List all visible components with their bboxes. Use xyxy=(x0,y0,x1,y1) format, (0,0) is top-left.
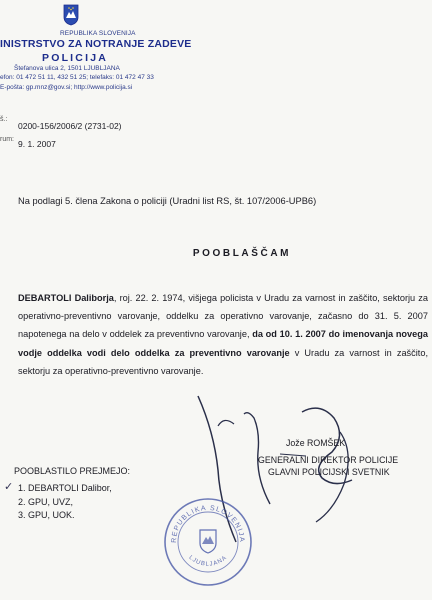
letterhead-email: E-pošta: gp.mnz@gov.si; http://www.policija.si xyxy=(0,84,133,91)
body-text-part1: , roj. 22. 2. 1974, višjega policista v Uradu za varnost in zaščito, sektorju za operativno-preventivno varovanje, oddelku za operativno varovanje, začasno do 31. 5. 2007 napotenega na delo v oddelek za preventivno varovanje, xyxy=(18,293,429,340)
svg-text:LJUBLJANA xyxy=(187,555,228,568)
recipients-heading: POOBLASTILO PREJMEJO: xyxy=(14,466,131,476)
recipients-list xyxy=(18,482,112,523)
checkmark-icon: ✓ xyxy=(4,481,14,493)
letterhead-address: Štefanova ulica 2, 1501 LJUBLJANA xyxy=(14,65,120,72)
coat-of-arms-icon xyxy=(63,4,79,26)
authorized-person-name: DEBARTOLI Daliborja xyxy=(18,293,114,303)
signatory-name: Jože ROMŠEK xyxy=(286,438,346,448)
heading-text: POOBLAŠČAM xyxy=(192,248,292,259)
letterhead-phone: efon: 01 472 51 11, 432 51 25; telefaks: 01 472 47 33 xyxy=(0,74,154,81)
letterhead-republic: REPUBLIKA SLOVENIJA xyxy=(60,30,136,37)
body-paragraph xyxy=(18,289,428,380)
recipient-item: 2. GPU, UVZ, xyxy=(18,496,74,507)
letterhead-police: POLICIJA xyxy=(42,52,109,64)
document-heading xyxy=(0,248,432,259)
body-text-bold: da od 10. 1. 2007 do imenovanja novega vodje oddelka vodi delo oddelka za preventivno varovanje xyxy=(18,329,428,358)
stamp-text-top: REPUBLIKA SLOVENIJA xyxy=(170,504,246,544)
document-date: 9. 1. 2007 xyxy=(18,139,56,149)
letterhead-ministry: INISTRSTVO ZA NOTRANJE ZADEVE xyxy=(0,38,192,50)
date-label: rum: xyxy=(0,136,14,143)
reference-label: š.: xyxy=(0,116,8,123)
svg-text:REPUBLIKA SLOVENIJA xyxy=(171,505,245,543)
stamp-text-bottom: LJUBLJANA xyxy=(187,554,229,568)
recipient-item: 3. GPU, UOK. xyxy=(18,510,75,521)
body-text-part2: v Uradu za varnost in zaščito, sektorju za operativno-preventivno varovanje. xyxy=(18,347,428,376)
legal-basis: Na podlagi 5. člena Zakona o policiji (Uradni list RS, št. 107/2006-UPB6) xyxy=(18,196,317,206)
official-stamp xyxy=(162,496,254,588)
signatory-title-1: GENERALNI DIREKTOR POLICIJE xyxy=(258,455,399,465)
reference-number: 0200-156/2006/2 (2731-02) xyxy=(18,121,122,131)
recipient-item: 1. DEBARTOLI Dalibor, xyxy=(18,483,112,493)
signatory-title-2: GLAVNI POLICIJSKI SVETNIK xyxy=(268,467,390,477)
